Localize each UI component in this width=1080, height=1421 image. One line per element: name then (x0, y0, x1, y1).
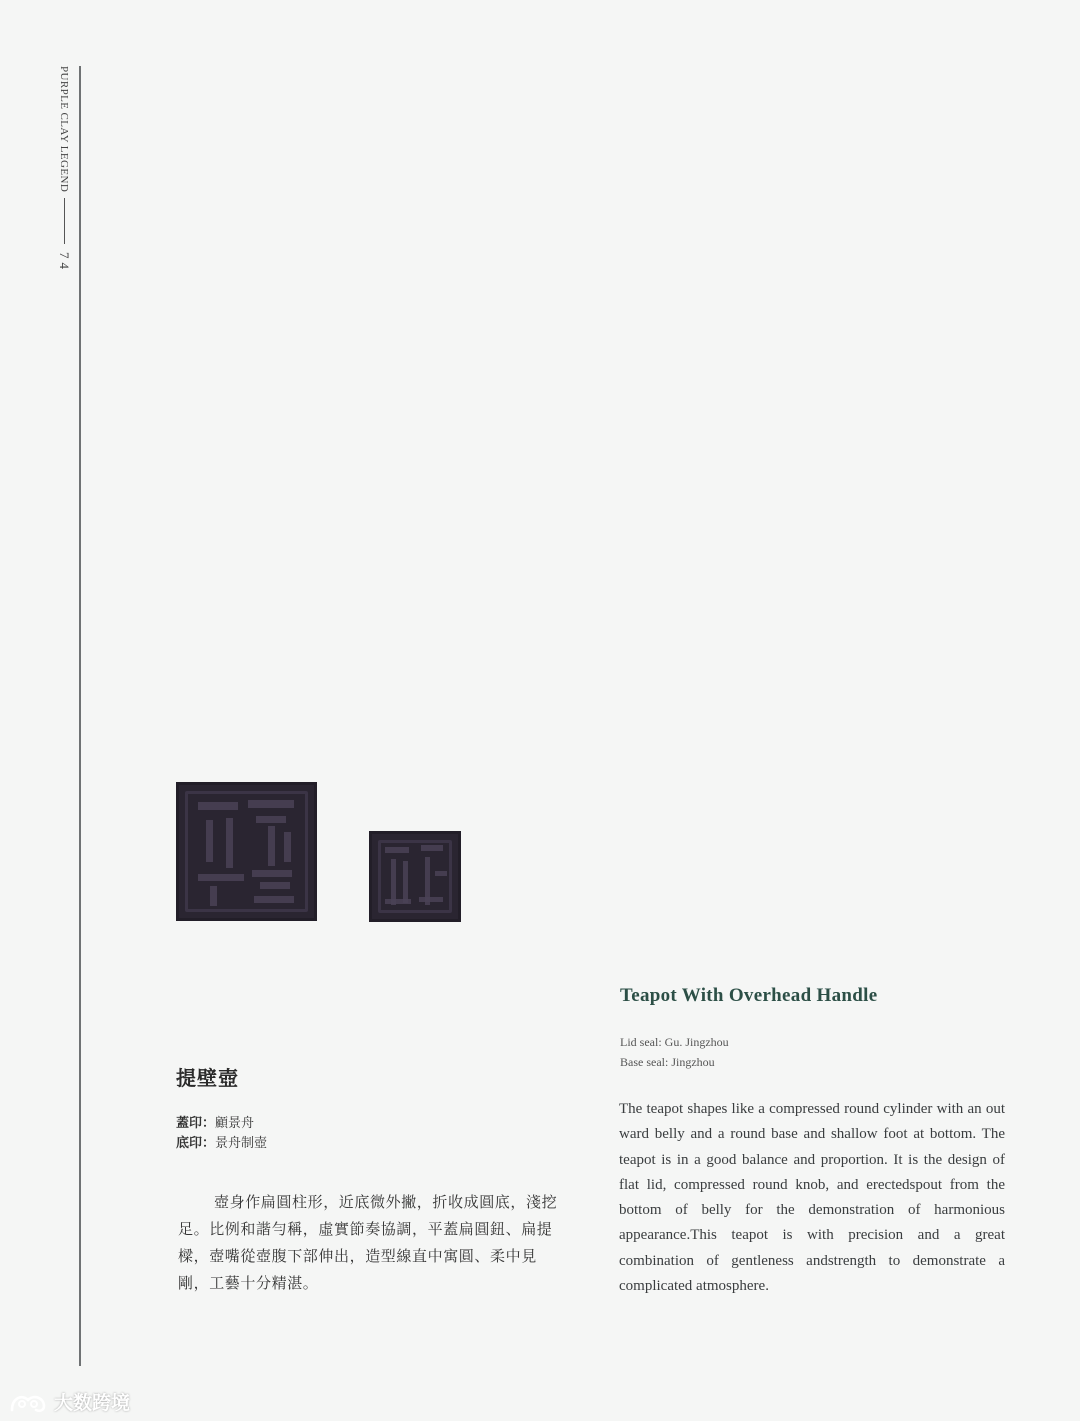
chinese-lid-seal-line (176, 1114, 267, 1134)
seal-stroke (254, 896, 294, 903)
page-number: 74 (57, 252, 72, 274)
english-seal-info (620, 1032, 729, 1072)
margin-rule (79, 66, 81, 1366)
seal-stroke (248, 800, 294, 808)
chinese-description: 壺身作扁圓柱形，近底微外撇，折收成圓底，淺挖足。比例和諧勻稱，虛實節奏協調，平蓋扁圓鈕、扁提樑，壺嘴從壺腹下部伸出，造型線直中寓圓、柔中見剛，工藝十分精湛。 (178, 1193, 558, 1292)
seal-stroke (385, 847, 409, 853)
seal-stroke (268, 826, 275, 866)
chinese-seal-info (176, 1114, 267, 1154)
seal-stroke (403, 861, 408, 903)
running-header-title: PURPLE CLAY LEGEND (58, 66, 70, 193)
chinese-base-seal-line (176, 1134, 267, 1154)
english-title: Teapot With Overhead Handle (620, 985, 878, 1006)
seal-stroke (260, 882, 290, 889)
chinese-base-seal-value: 景舟制壺 (215, 1136, 268, 1151)
english-description: The teapot shapes like a compressed round cylinder with an out ward belly and a round base and shallow foot at bottom. The teapot is in a good balance and proportion. It is the design of flat lid, compressed round knob, and erectedspout from the bottom of belly for the demonstration of harmonious appearance.This teapot is with precision and a great combination of gentleness andstrength to demonstrate a complicated atmosphere. (619, 1101, 1005, 1295)
running-header-dash (64, 198, 65, 244)
seal-stroke (210, 886, 217, 906)
seal-stroke (256, 816, 286, 823)
seal-stroke (435, 871, 447, 876)
running-header (56, 66, 72, 273)
seal-stroke (284, 832, 291, 862)
english-lid-seal: Lid seal: Gu. Jingzhou (620, 1035, 729, 1049)
seal-stroke (252, 870, 292, 877)
seal-stroke (198, 802, 238, 810)
seal-stroke (419, 897, 443, 902)
base-seal-stamp (369, 831, 461, 922)
chinese-lid-seal-label: 蓋印： (176, 1116, 216, 1131)
seal-stroke (385, 899, 411, 904)
english-base-seal: Base seal: Jingzhou (620, 1055, 715, 1069)
seal-stroke (198, 874, 244, 881)
lid-seal-stamp (176, 782, 317, 921)
watermark-logo-icon (8, 1390, 48, 1414)
seal-stroke (226, 818, 233, 868)
seal-stroke (206, 820, 213, 862)
seal-stroke (421, 845, 443, 851)
chinese-title: 提壁壺 (176, 1066, 239, 1090)
chinese-base-seal-label: 底印： (176, 1136, 216, 1151)
chinese-lid-seal-value: 顧景舟 (215, 1116, 255, 1131)
watermark (8, 1388, 130, 1415)
watermark-text: 大数跨境 (54, 1392, 131, 1414)
